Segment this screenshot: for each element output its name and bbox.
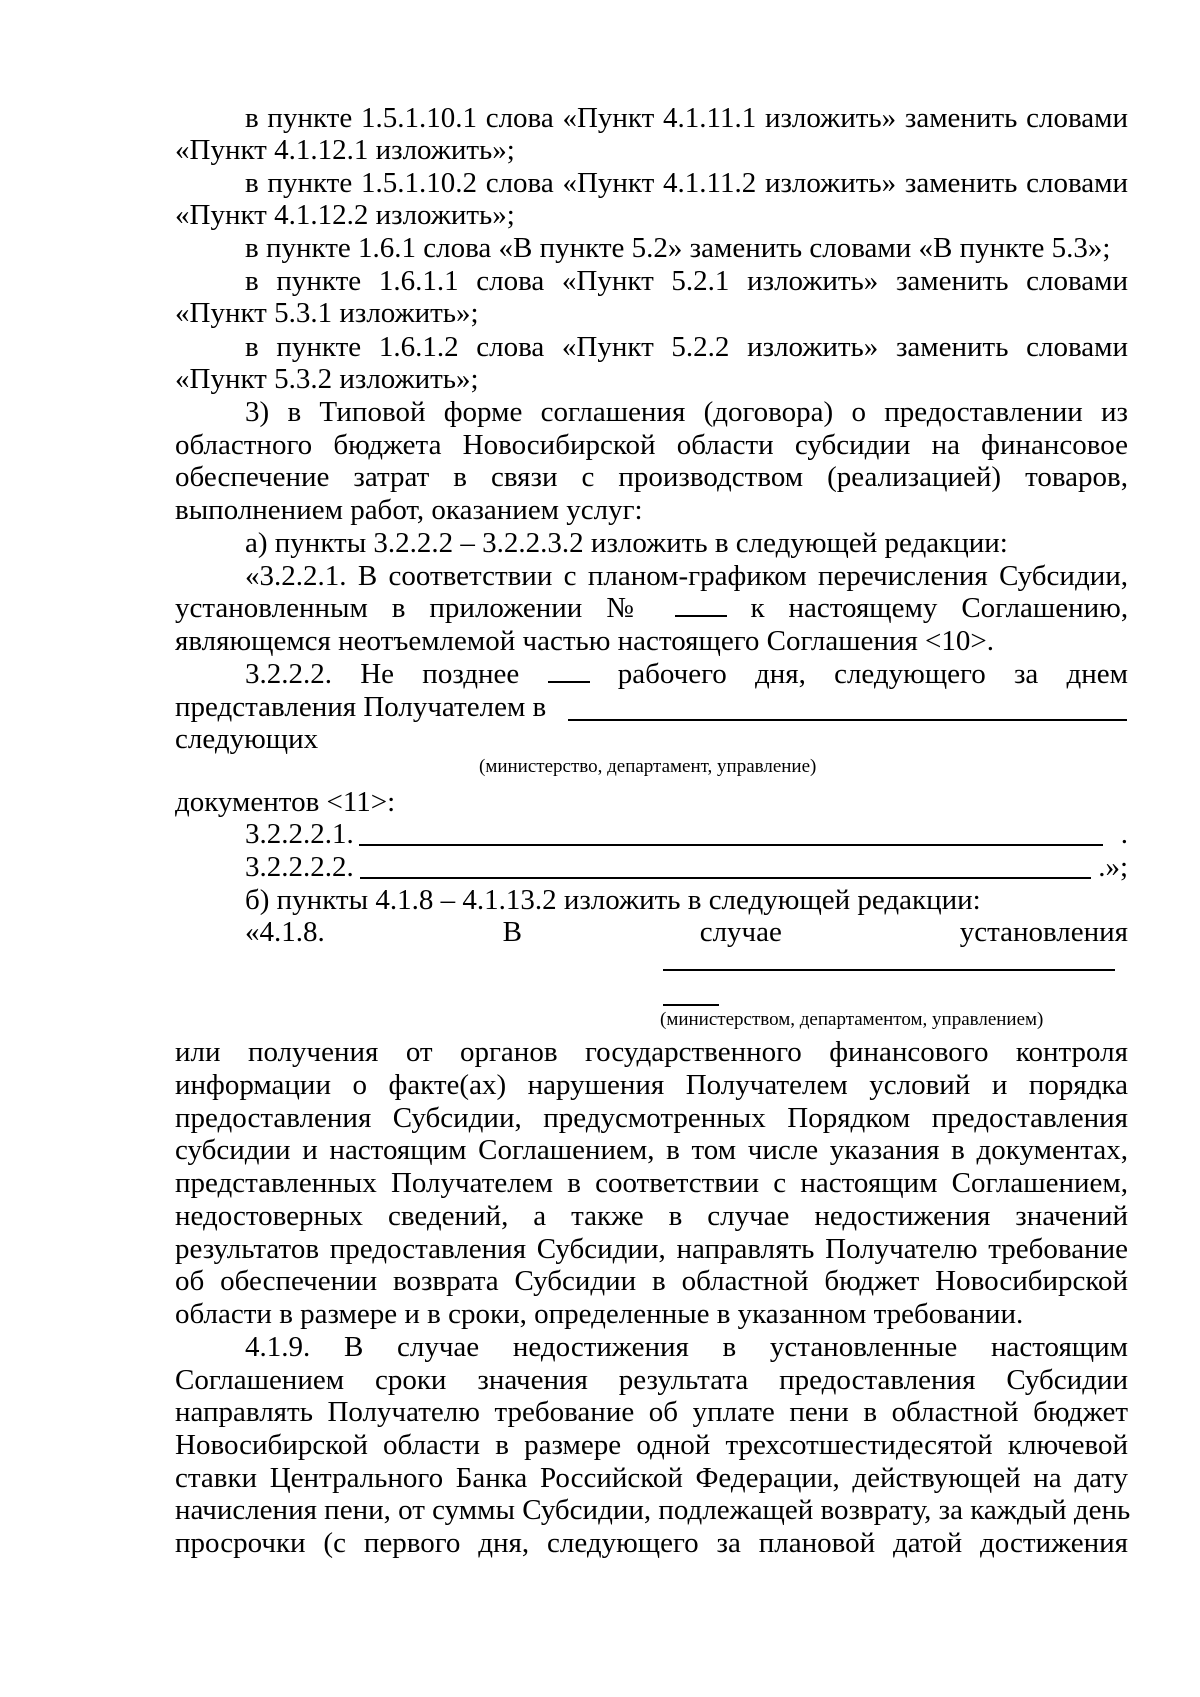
paragraph-line: об обеспечении возврата Субсидии в областной бюджет Новосибирской <box>175 1265 1128 1297</box>
blank-line-tail <box>663 1004 719 1006</box>
paragraph-line: в пункте 1.6.1.1 слова «Пункт 5.2.1 изложить» заменить словами <box>245 265 1128 297</box>
paragraph-line: субсидии и настоящим Соглашением, в том числе указания в документах, <box>175 1134 1128 1166</box>
text-fragment: установленным <box>175 592 368 624</box>
paragraph-line: в пункте 1.6.1 слова «В пункте 5.2» заменить словами «В пункте 5.3»; <box>245 232 1111 264</box>
paragraph-line: Соглашением сроки значения результата предоставления Субсидии <box>175 1364 1128 1396</box>
paragraph-line <box>175 592 1128 624</box>
blank-line <box>663 969 1115 971</box>
paragraph-line: направлять Получателю требование об уплате пени в областной бюджет <box>175 1396 1128 1428</box>
paragraph-line: предоставления Субсидии, предусмотренных Порядком предоставления <box>175 1102 1128 1134</box>
text-fragment: дня, <box>754 658 806 690</box>
paragraph-line: результатов предоставления Субсидии, направлять Получателю требование <box>175 1233 1128 1265</box>
paragraph-line: информации о факте(ах) нарушения Получателем условий и порядка <box>175 1069 1128 1101</box>
paragraph-line: а) пункты 3.2.2.2 – 3.2.2.3.2 изложить в следующей редакции: <box>245 527 1008 559</box>
paragraph-line: . <box>1120 818 1128 850</box>
paragraph-line: областного бюджета Новосибирской области субсидии на финансовое <box>175 429 1128 461</box>
paragraph-line: 4.1.9. В случае недостижения в установленные настоящим <box>245 1331 1128 1363</box>
text-fragment: приложении № <box>429 592 651 624</box>
text-fragment: следующего <box>834 658 986 690</box>
text-fragment: днем <box>1066 658 1129 690</box>
field-caption: (министерство, департамент, управление) <box>479 756 817 777</box>
paragraph-line: документов <11>: <box>175 786 396 818</box>
paragraph-line: 3.2.2.2.2. <box>245 851 354 883</box>
paragraph-line: начисления пени, от суммы Субсидии, подлежащей возврату, за каждый день <box>175 1494 1131 1526</box>
paragraph-line: «Пункт 4.1.12.1 изложить»; <box>175 134 515 166</box>
blank-number <box>675 593 727 617</box>
paragraph-line: обеспечение затрат в связи с производством (реализацией) товаров, <box>175 461 1128 493</box>
paragraph-line: представления Получателем в <box>175 691 547 723</box>
paragraph-line: недостоверных сведений, а также в случае недостижения значений <box>175 1200 1128 1232</box>
paragraph-line: представленных Получателем в соответствии с настоящим Соглашением, <box>175 1167 1128 1199</box>
paragraph-line: «3.2.2.1. В соответствии с планом-графиком перечисления Субсидии, <box>245 560 1128 592</box>
paragraph-line <box>245 658 1128 690</box>
paragraph-line: .»; <box>1098 851 1128 883</box>
paragraph-line: «Пункт 5.3.2 изложить»; <box>175 363 479 395</box>
paragraph-line: «Пункт 4.1.12.2 изложить»; <box>175 199 515 231</box>
text-fragment: настоящему <box>788 592 938 624</box>
text-fragment: 3.2.2.2. <box>245 658 332 690</box>
text-fragment: за <box>1013 658 1039 690</box>
text-fragment: «4.1.8. <box>245 916 325 948</box>
paragraph-line: 3.2.2.2.1. <box>245 818 354 850</box>
paragraph-line: Новосибирской области в размере одной трехсотшестидесятой ключевой <box>175 1429 1128 1461</box>
blank-days <box>548 659 590 683</box>
paragraph-line <box>245 916 1128 948</box>
text-fragment: установления <box>959 916 1129 948</box>
text-fragment: в <box>391 592 406 624</box>
paragraph-line: б) пункты 4.1.8 – 4.1.13.2 изложить в следующей редакции: <box>245 884 981 916</box>
field-caption: (министерством, департаментом, управлением) <box>660 1009 1044 1030</box>
paragraph-line: «Пункт 5.3.1 изложить»; <box>175 297 479 329</box>
paragraph-line: выполнением работ, оказанием услуг: <box>175 494 643 526</box>
paragraph-line: являющемся неотъемлемой частью настоящего Соглашения <10>. <box>175 625 995 657</box>
paragraph-line: 3) в Типовой форме соглашения (договора) о предоставлении из <box>245 396 1128 428</box>
text-fragment: рабочего <box>617 658 727 690</box>
paragraph-line: или получения от органов государственного финансового контроля <box>175 1036 1128 1068</box>
paragraph-line: ставки Центрального Банка Российской Федерации, действующей на дату <box>175 1462 1128 1494</box>
text-fragment: случае <box>699 916 782 948</box>
paragraph-line: следующих <box>175 723 319 755</box>
text-fragment: Соглашению, <box>961 592 1129 624</box>
paragraph-line: в пункте 1.5.1.10.2 слова «Пункт 4.1.11.2 изложить» заменить словами <box>245 167 1128 199</box>
paragraph-line: просрочки (с первого дня, следующего за плановой датой достижения <box>175 1527 1128 1559</box>
paragraph-line: в пункте 1.6.1.2 слова «Пункт 5.2.2 изложить» заменить словами <box>245 331 1128 363</box>
text-fragment: к <box>750 592 765 624</box>
blank-line <box>568 719 1127 721</box>
paragraph-line: области в размере и в сроки, определенные в указанном требовании. <box>175 1298 1024 1330</box>
text-fragment: позднее <box>422 658 520 690</box>
paragraph-line: в пункте 1.5.1.10.1 слова «Пункт 4.1.11.1 изложить» заменить словами <box>245 102 1128 134</box>
text-fragment: В <box>502 916 522 948</box>
text-fragment: Не <box>360 658 395 690</box>
